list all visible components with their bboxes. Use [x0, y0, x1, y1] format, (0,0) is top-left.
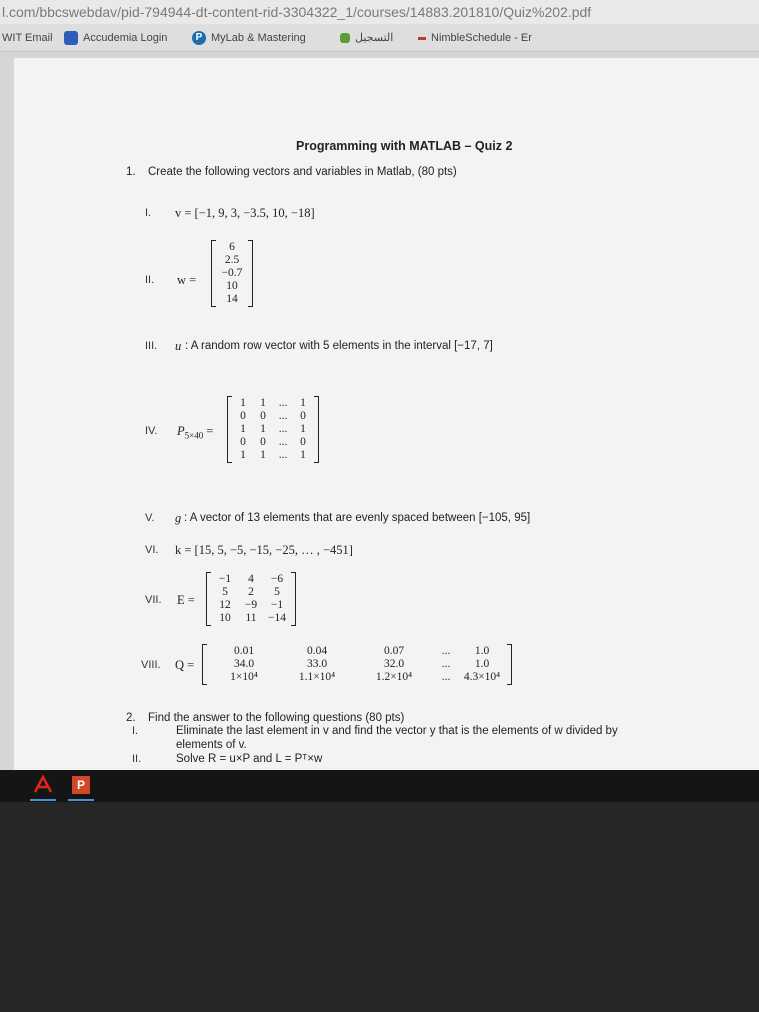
- matrix-cell: 1: [240, 423, 246, 435]
- bookmark-registration[interactable]: التسجيل: [340, 29, 393, 47]
- matrix-cell: 34.0: [233, 658, 255, 670]
- q2-item-1-line2: elements of v.: [176, 739, 247, 751]
- matrix-row: [212, 612, 290, 625]
- taskbar: [0, 770, 759, 802]
- matrix-cell: 1: [300, 449, 306, 461]
- matrix-p: [227, 396, 319, 463]
- g-description: : A vector of 13 elements that are evenly spaced between [−105, 95]: [184, 512, 531, 524]
- matrix-row: [208, 645, 506, 658]
- item-7-number: VII.: [145, 594, 162, 606]
- matrix-cell: 10: [226, 280, 238, 292]
- pdf-viewer[interactable]: [0, 52, 759, 770]
- matrix-bracket-left: [206, 572, 211, 626]
- matrix-cell: ...: [441, 658, 451, 670]
- matrix-bracket-right: [507, 644, 512, 685]
- matrix-cell: ...: [278, 397, 288, 409]
- matrix-cell: 5: [222, 586, 228, 598]
- matrix-cell: 32.0: [383, 658, 405, 670]
- matrix-row: [217, 241, 247, 254]
- matrix-cell: 0: [300, 436, 306, 448]
- matrix-q: [202, 644, 512, 685]
- adobe-acrobat-icon: [32, 774, 54, 796]
- var-g: g: [175, 511, 182, 525]
- matrix-cell: 2.5: [224, 254, 240, 266]
- matrix-cell: 1: [300, 423, 306, 435]
- matrix-row: [233, 410, 313, 423]
- matrix-row: [217, 254, 247, 267]
- matrix-row: [233, 423, 313, 436]
- matrix-cell: −9: [244, 599, 258, 611]
- item-4-number: IV.: [145, 425, 158, 437]
- matrix-cell: 4: [248, 573, 254, 585]
- item-2-number: II.: [145, 274, 155, 286]
- item-8-number: VIII.: [141, 659, 161, 671]
- matrix-cell: 5: [274, 586, 280, 598]
- item-6-number: VI.: [145, 544, 159, 556]
- w-lhs: w =: [177, 273, 197, 287]
- matrix-bracket-left: [202, 644, 207, 685]
- document-title: Programming with MATLAB – Quiz 2: [296, 139, 513, 153]
- q2-number: 2.: [126, 712, 136, 724]
- matrix-cell: ...: [441, 645, 451, 657]
- item-3-number: III.: [145, 340, 158, 352]
- matrix-cell: 0: [300, 410, 306, 422]
- q1-text: Create the following vectors and variables in Matlab, (80 pts): [148, 166, 457, 178]
- matrix-cell: 1.0: [474, 658, 490, 670]
- matrix-cell: 4.3×10⁴: [463, 671, 501, 683]
- registration-icon: [340, 33, 350, 43]
- monitor-bezel: [0, 802, 759, 1012]
- matrix-row: [233, 449, 313, 462]
- matrix-row: [233, 397, 313, 410]
- matrix-cell: 2: [248, 586, 254, 598]
- var-u: u: [175, 339, 182, 353]
- matrix-cell: −6: [270, 573, 284, 585]
- matrix-cell: 1: [240, 397, 246, 409]
- matrix-cell: 1×10⁴: [230, 671, 258, 683]
- bookmark-wit-email[interactable]: WIT Email: [2, 32, 53, 44]
- q2-item-2-text: Solve R = u×P and L = Pᵀ×w: [176, 753, 323, 765]
- nimble-icon: [418, 37, 426, 40]
- matrix-cell: 0: [260, 410, 266, 422]
- matrix-cell: 0: [240, 436, 246, 448]
- powerpoint-icon: P: [72, 776, 90, 794]
- q1-number: 1.: [126, 166, 136, 178]
- matrix-bracket-right: [291, 572, 296, 626]
- pdf-page: [14, 58, 759, 770]
- matrix-cell: ...: [278, 410, 288, 422]
- matrix-row: [217, 280, 247, 293]
- e-lhs: E =: [177, 593, 195, 607]
- u-description: : A random row vector with 5 elements in the interval [−17, 7]: [185, 340, 493, 352]
- matrix-cell: 1: [260, 449, 266, 461]
- matrix-bracket-left: [227, 396, 232, 463]
- matrix-e: [206, 572, 296, 626]
- matrix-cell: −1: [270, 599, 284, 611]
- matrix-cell: 0.07: [383, 645, 405, 657]
- matrix-cell: −0.7: [221, 267, 243, 279]
- q2-item-1-line1: Eliminate the last element in v and find the vector y that is the elements of w divided by: [176, 725, 618, 737]
- matrix-cell: 14: [226, 293, 238, 305]
- matrix-cell: 11: [245, 612, 257, 624]
- matrix-w: [211, 240, 253, 307]
- matrix-cell: 0: [240, 410, 246, 422]
- bookmark-accudemia-login[interactable]: Accudemia Login: [64, 29, 167, 47]
- matrix-row: [212, 599, 290, 612]
- taskbar-powerpoint[interactable]: [68, 773, 94, 801]
- matrix-cell: 10: [219, 612, 231, 624]
- matrix-cell: 6: [229, 241, 235, 253]
- matrix-cell: −1: [218, 573, 232, 585]
- matrix-row: [208, 658, 506, 671]
- matrix-row: [217, 293, 247, 306]
- matrix-cell: 0: [260, 436, 266, 448]
- matrix-cell: 1.1×10⁴: [298, 671, 336, 683]
- matrix-cell: 1: [240, 449, 246, 461]
- matrix-row: [233, 436, 313, 449]
- vector-k: k = [15, 5, −5, −15, −25, … , −451]: [175, 543, 353, 557]
- matrix-cell: 0.04: [306, 645, 328, 657]
- matrix-cell: 1.0: [474, 645, 490, 657]
- matrix-cell: ...: [278, 436, 288, 448]
- matrix-cell: −14: [268, 612, 286, 624]
- matrix-cell: 1: [300, 397, 306, 409]
- q2-text: Find the answer to the following questions (80 pts): [148, 712, 405, 724]
- item-1-number: I.: [145, 207, 152, 219]
- url-text: l.com/bbcswebdav/pid-794944-dt-content-rid-3304322_1/courses/14883.201810/Quiz%202.pdf: [2, 4, 592, 20]
- bookmark-mylab-mastering[interactable]: P MyLab & Mastering: [192, 29, 306, 47]
- matrix-row: [212, 573, 290, 586]
- address-bar[interactable]: [0, 0, 759, 24]
- matrix-cell: 12: [219, 599, 231, 611]
- matrix-cell: 1: [260, 397, 266, 409]
- matrix-bracket-right: [314, 396, 319, 463]
- q-lhs: Q =: [175, 658, 195, 672]
- matrix-cell: ...: [278, 449, 288, 461]
- matrix-row: [212, 586, 290, 599]
- matrix-bracket-left: [211, 240, 216, 307]
- taskbar-acrobat[interactable]: [30, 773, 56, 801]
- p-lhs: $P_{5\times 40}$ =: [177, 424, 214, 441]
- matrix-cell: ...: [278, 423, 288, 435]
- item-5-number: V.: [145, 512, 155, 524]
- matrix-row: [208, 671, 506, 684]
- accudemia-icon: [64, 31, 78, 45]
- matrix-cell: 0.01: [233, 645, 255, 657]
- matrix-cell: 1.2×10⁴: [375, 671, 413, 683]
- vector-v: v = [−1, 9, 3, −3.5, 10, −18]: [175, 206, 315, 220]
- pearson-icon: P: [192, 31, 206, 45]
- matrix-bracket-right: [248, 240, 253, 307]
- matrix-row: [217, 267, 247, 280]
- bookmarks-bar: [0, 24, 759, 52]
- matrix-cell: 1: [260, 423, 266, 435]
- matrix-cell: 33.0: [306, 658, 328, 670]
- q2-item-1-number: I.: [132, 725, 139, 737]
- matrix-cell: ...: [441, 671, 451, 683]
- bookmark-nimbleschedule[interactable]: NimbleSchedule - Er: [418, 29, 532, 47]
- q2-item-2-number: II.: [132, 753, 142, 765]
